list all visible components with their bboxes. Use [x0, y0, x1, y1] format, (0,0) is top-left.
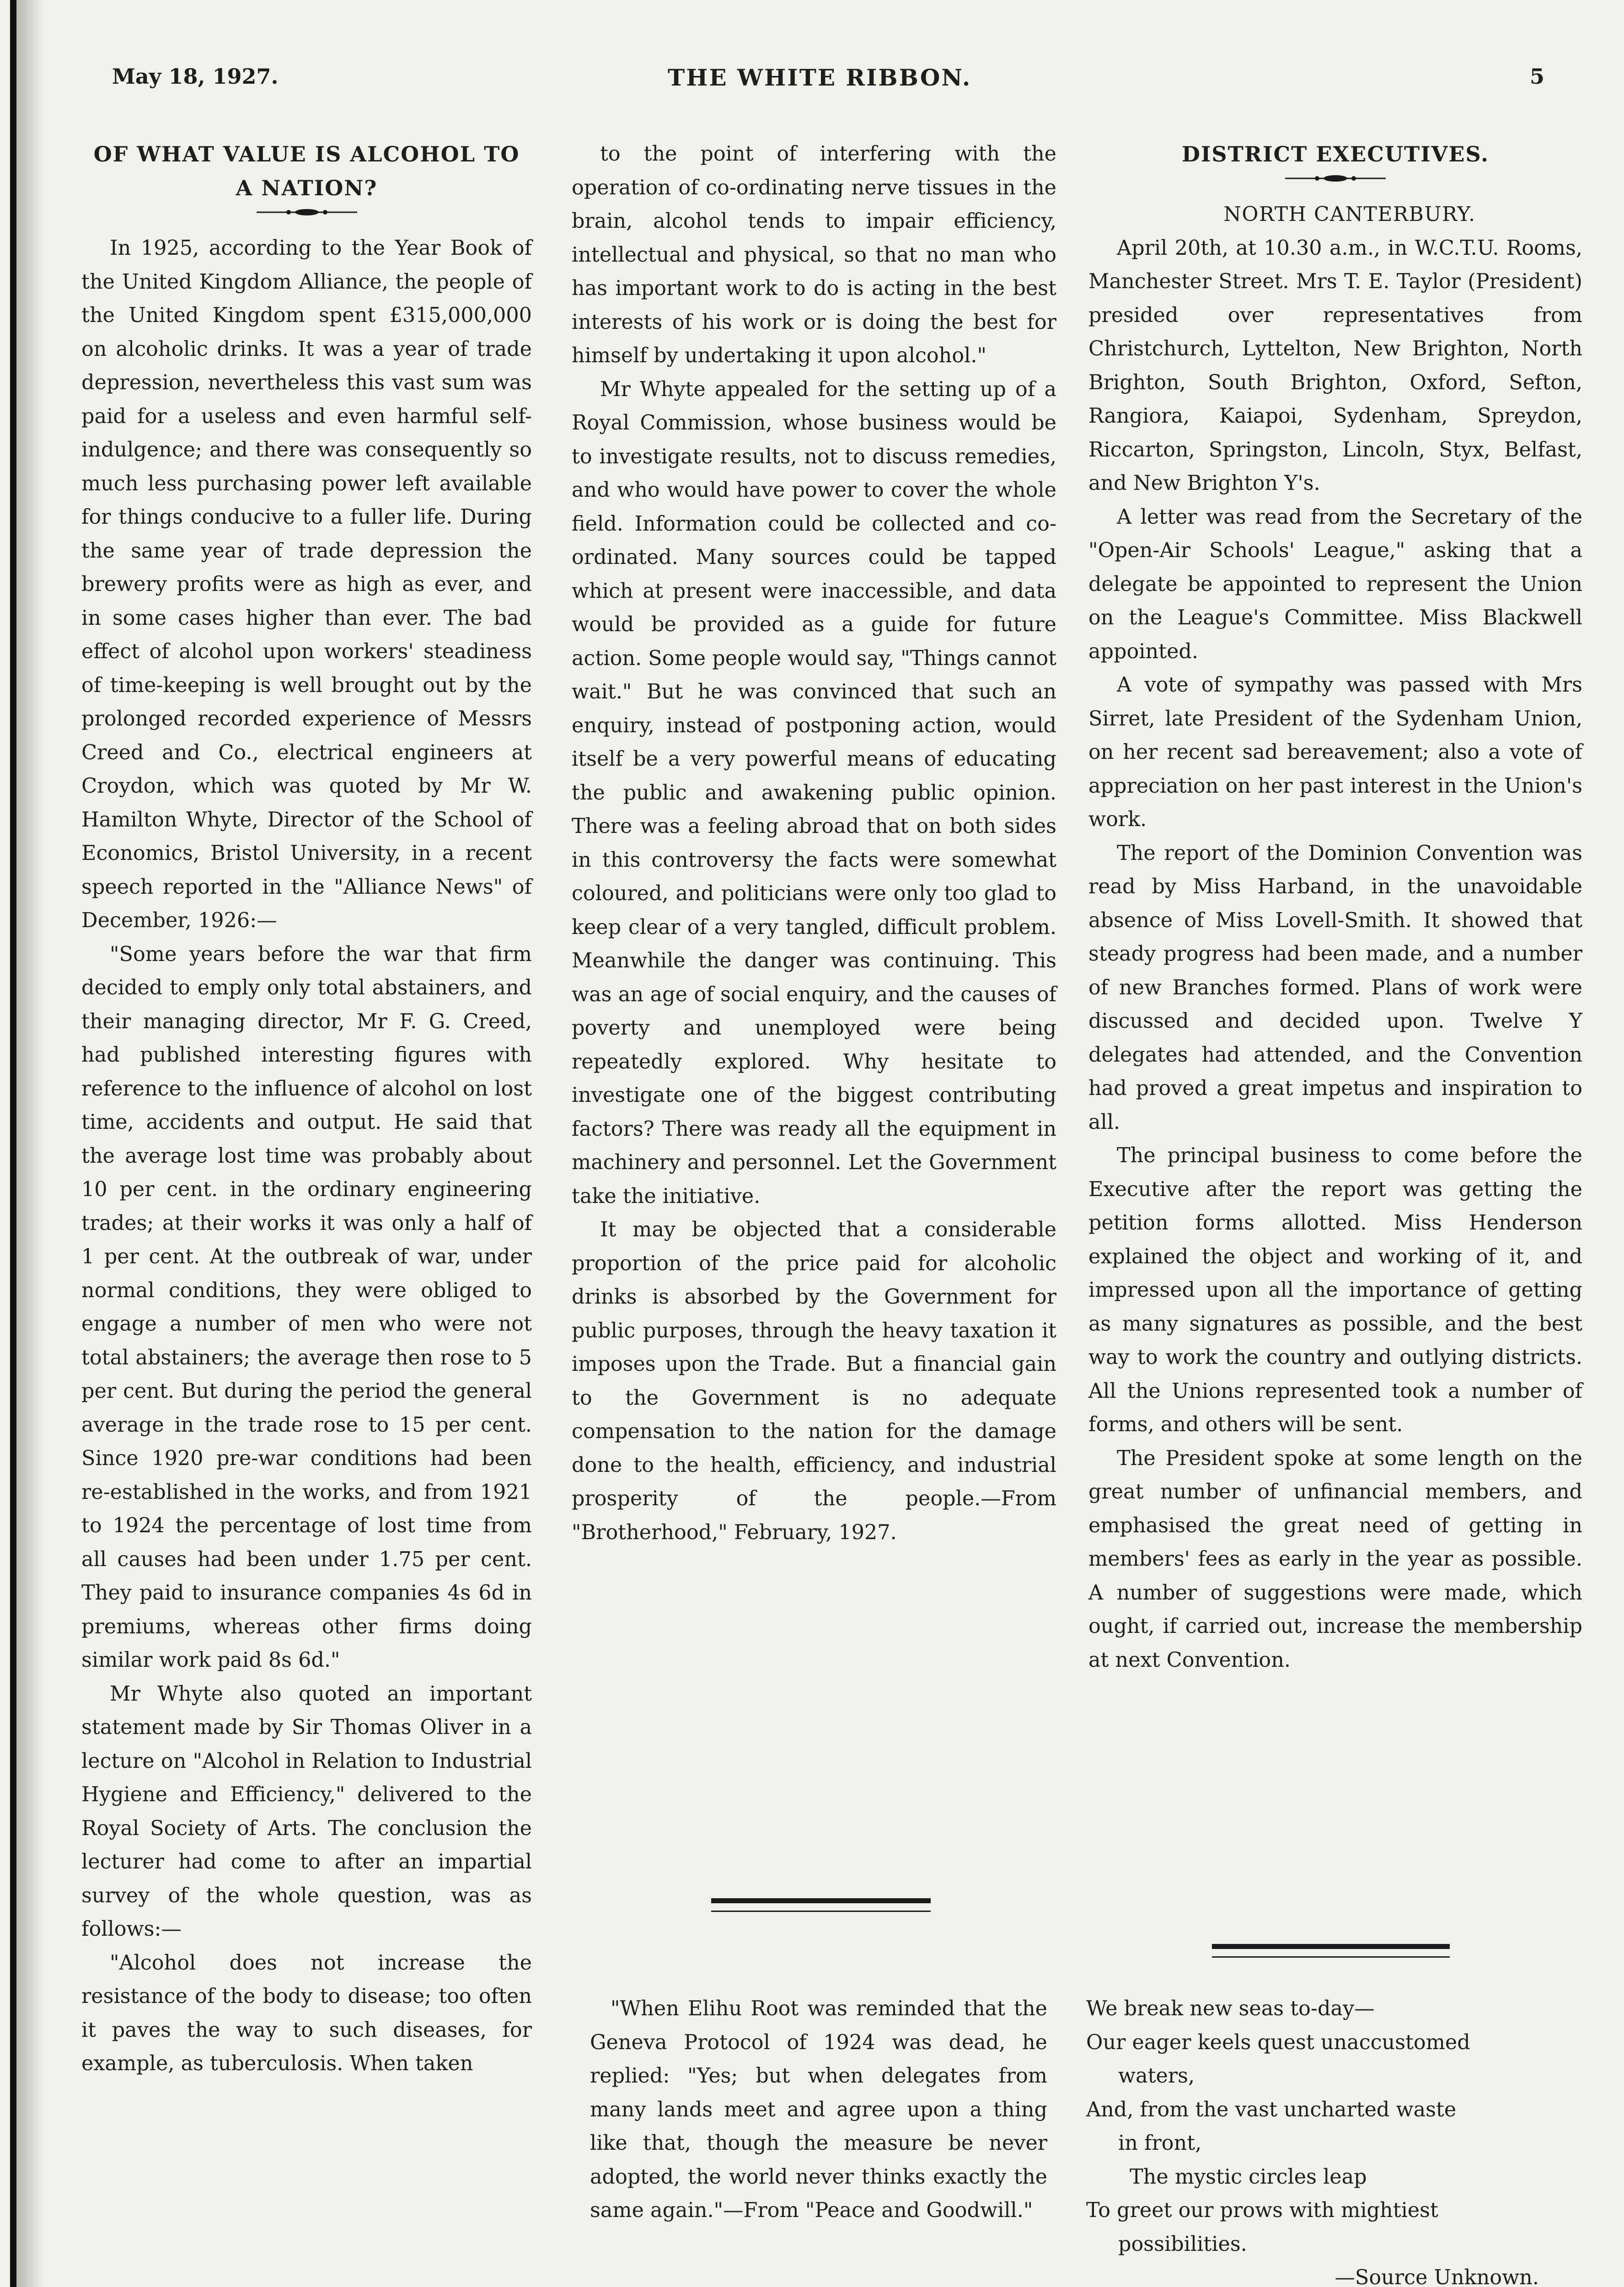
binding-shadow	[16, 0, 44, 2287]
page-number: 5	[1530, 64, 1545, 89]
poem-line: waters,	[1118, 2064, 1195, 2088]
poem-source: —Source Unknown.	[1335, 2266, 1539, 2287]
article-paragraph: The report of the Dominion Convention was read by Miss Harband, in the unavoidable absence of Miss Lovell-Smith. It showed that steady progress had been made, and a number of new Branches formed. Plans of work were discussed and decided upon. Twelve Y delegates had attended, and the Convention had proved a great impetus and inspiration to all.	[1088, 841, 1582, 1134]
quote-block: "When Elihu Root was reminded that the Geneva Protocol of 1924 was dead, he replied: "Yes; but when delegates from many lands meet and agree upon a thing like that, though the measure be never adopted, the world never thinks exactly the same again."—From "Peace and Goodwill."	[590, 1997, 1047, 2222]
column-2	[572, 137, 1056, 1549]
poem-line: And, from the vast uncharted waste	[1086, 2098, 1457, 2121]
section-headline: DISTRICT EXECUTIVES.	[1181, 142, 1490, 166]
article-paragraph: April 20th, at 10.30 a.m., in W.C.T.U. Rooms, Manchester Street. Mrs T. E. Taylor (President) presided over representatives from Christchurch, Lyttelton, New Brighton, North Brighton, South Brighton, Oxford, Sefton, Rangiora, Kaiapoi, Sydenham, Spreydon, Riccarton, Springston, Lincoln, Styx, Belfast, and New Brighton Y's.	[1088, 236, 1582, 495]
poem-line: in front,	[1118, 2131, 1202, 2155]
poem-line: The mystic circles leap	[1130, 2165, 1367, 2189]
section-divider	[711, 1898, 931, 1914]
article-headline: OF WHAT VALUE IS ALCOHOL TO A NATION?	[93, 142, 520, 200]
section-subhead: NORTH CANTERBURY.	[1223, 203, 1476, 226]
article-paragraph: Mr Whyte appealed for the setting up of a Royal Commission, whose business would be to investigate results, not to discuss remedies, and who would have power to cover the whole field. Information could be collected and co-ordinated. Many sources could be tapped which at present were inaccessible, and data would be provided as a guide for future action. Some people would say, "Things cannot wait." But he was convinced that such an enquiry, instead of postponing action, would itself be a very powerful means of educating the public and awakening public opinion. There was a feeling abroad that on both sides in this controversy the facts were somewhat coloured, and politicians were only too glad to keep clear of a very tangled, difficult problem. Meanwhile the danger was continuing. This was an age of social enquiry, and the causes of poverty and unemployed were being repeatedly explored. Why hesitate to investigate one of the biggest contributing factors? There was ready all the equipment in machinery and personnel. Let the Government take the initiative.	[572, 377, 1056, 1208]
binding-edge	[10, 0, 16, 2287]
article-paragraph: Mr Whyte also quoted an important statement made by Sir Thomas Oliver in a lecture on "Alcohol in Relation to Industrial Hygiene and Efficiency," delivered to the Royal Society of Arts. The conclusion the lecturer had come to after an impartial survey of the whole question, was as follows:—	[81, 1682, 532, 1941]
poem-line: We break new seas to-day—	[1086, 1997, 1375, 2020]
article-paragraph: The principal business to come before the Executive after the report was getting the petition forms allotted. Miss Henderson explained the object and working of it, and impressed upon all the importance of getting as many signatures as possible, and the best way to work the country and outlying districts. All the Unions represented took a number of forms, and others will be sent.	[1088, 1144, 1582, 1436]
column-3	[1088, 137, 1582, 1677]
ornament-divider-icon	[1285, 175, 1386, 182]
poem-line: To greet our prows with mightiest	[1086, 2199, 1438, 2222]
publication-title: THE WHITE RIBBON.	[668, 64, 972, 91]
poem-line: Our eager keels quest unaccustomed	[1086, 2030, 1470, 2054]
poem-line: possibilities.	[1118, 2232, 1247, 2256]
column-1	[81, 137, 532, 2081]
article-paragraph: to the point of interfering with the operation of co-ordinating nerve tissues in the brain, alcohol tends to impair efficiency, intellectual and physical, so that no man who has important work to do is acting in the best interests of his work or is doing the best for himself by undertaking it upon alcohol."	[572, 142, 1056, 367]
article-paragraph: A vote of sympathy was passed with Mrs Sirret, late President of the Sydenham Union, on her recent sad bereavement; also a vote of appreciation on her past interest in the Union's work.	[1088, 673, 1582, 831]
article-paragraph: "Alcohol does not increase the resistance of the body to disease; too often it paves the way to such diseases, for example, as tuberculosis. When taken	[81, 1951, 532, 2075]
poem-block	[1086, 1992, 1598, 2287]
section-divider	[1212, 1944, 1450, 1960]
article-paragraph: In 1925, according to the Year Book of the United Kingdom Alliance, the people of the United Kingdom spent £315,000,000 on alcoholic drinks. It was a year of trade depression, nevertheless this vast sum was paid for a useless and even harmful self-indulgence; and there was consequently so much less purchasing power left available for things conducive to a fuller life. During the same year of trade depression the brewery profits were as high as ever, and in some cases higher than ever. The bad effect of alcohol upon workers' steadiness of time-keeping is well brought out by the prolonged recorded experience of Messrs Creed and Co., electrical engineers at Croydon, which was quoted by Mr W. Hamilton Whyte, Director of the School of Economics, Bristol University, in a recent speech reported in the "Alliance News" of December, 1926:—	[81, 236, 532, 932]
ornament-divider-icon	[257, 209, 357, 216]
article-paragraph: It may be objected that a considerable proportion of the price paid for alcoholic drinks is absorbed by the Government for public purposes, through the heavy taxation it imposes upon the Trade. But a financial gain to the Government is no adequate compensation to the nation for the damage done to the health, efficiency, and industrial prosperity of the people.—From "Brotherhood," February, 1927.	[572, 1218, 1056, 1544]
article-paragraph: The President spoke at some length on the great number of unfinancial members, and emphasised the great need of getting in members' fees as early in the year as possible. A number of suggestions were made, which ought, if carried out, increase the membership at next Convention.	[1088, 1446, 1582, 1672]
article-paragraph: A letter was read from the Secretary of the "Open-Air Schools' League," asking that a delegate be appointed to represent the Union on the League's Committee. Miss Blackwell appointed.	[1088, 505, 1582, 663]
issue-date: May 18, 1927.	[112, 64, 279, 89]
article-paragraph: "Some years before the war that firm decided to emply only total abstainers, and their managing director, Mr F. G. Creed, had published interesting figures with reference to the influence of alcohol on lost time, accidents and output. He said that the average lost time was probably about 10 per cent. in the ordinary engineering trades; at their works it was only a half of 1 per cent. At the outbreak of war, under normal conditions, they were obliged to engage a number of men who were not total abstainers; the average then rose to 5 per cent. But during the period the general average in the trade rose to 15 per cent. Since 1920 pre-war conditions had been re-established in the works, and from 1921 to 1924 the percentage of lost time from all causes had been under 1.75 per cent. They paid to insurance companies 4s 6d in premiums, whereas other firms doing similar work paid 8s 6d."	[81, 942, 532, 1672]
